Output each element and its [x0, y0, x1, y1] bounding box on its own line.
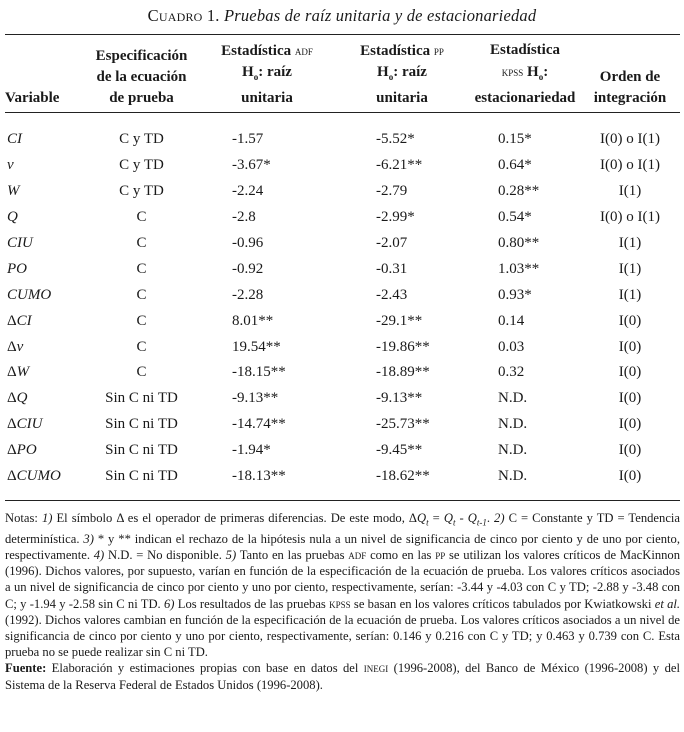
cell-adf: -3.67*	[232, 157, 271, 174]
cell-order: I(1)	[618, 286, 642, 303]
table-row	[5, 334, 680, 360]
cell-variable: ΔCI	[7, 312, 32, 329]
cell-pp: -6.21**	[376, 157, 423, 174]
table-row	[5, 179, 680, 205]
cell-variable: PO	[7, 260, 27, 277]
cell-kpss: 0.64*	[498, 157, 532, 174]
cell-variable: ΔPO	[7, 442, 37, 459]
cell-specification: C	[136, 286, 147, 303]
cell-kpss: N.D.	[498, 416, 528, 433]
table-row	[5, 308, 680, 334]
cell-pp: -29.1**	[376, 312, 423, 329]
cell-variable: v	[7, 157, 14, 174]
cell-order: I(0)	[618, 364, 642, 381]
cell-kpss: 0.28**	[498, 183, 540, 200]
cell-pp: -2.07	[376, 235, 408, 251]
cell-variable: CI	[7, 131, 22, 148]
cell-specification: C	[136, 235, 147, 251]
cell-order: I(0) o I(1)	[600, 131, 660, 148]
cell-adf: 8.01**	[232, 312, 274, 329]
cell-kpss: 0.14	[498, 312, 525, 329]
cell-order: I(1)	[618, 260, 642, 277]
cell-kpss: N.D.	[498, 442, 528, 459]
cell-pp: -5.52*	[376, 131, 415, 148]
cell-pp: -2.43	[376, 286, 408, 303]
table-row	[5, 386, 680, 412]
bottom-rule	[5, 500, 680, 501]
cell-specification: C	[136, 260, 147, 277]
cell-kpss: 1.03**	[498, 260, 540, 277]
table-row	[5, 282, 680, 308]
cell-order: I(0)	[618, 312, 642, 329]
header-variable: Variable	[5, 90, 60, 106]
table-row	[5, 256, 680, 282]
table-number: Cuadro 1.	[147, 6, 220, 25]
cell-kpss: 0.80**	[498, 235, 540, 251]
table-row	[5, 438, 680, 464]
cell-variable: ΔW	[7, 364, 30, 381]
cell-kpss: N.D.	[498, 468, 528, 485]
cell-adf: -2.28	[232, 286, 264, 303]
table-row	[5, 231, 680, 257]
cell-pp: -0.31	[376, 260, 408, 277]
cell-order: I(0)	[618, 416, 642, 433]
cell-kpss: 0.03	[498, 338, 525, 355]
cell-adf: -9.13**	[232, 390, 279, 407]
header-kpss: Estadística kpss $H_o$: estacionariedad	[474, 42, 576, 106]
table-row	[5, 153, 680, 179]
cell-order: I(0)	[618, 468, 642, 485]
top-rule	[5, 34, 680, 35]
cell-variable: ΔCUMO	[7, 468, 61, 485]
cell-specification: C	[136, 364, 147, 381]
cell-adf: -0.96	[232, 235, 264, 251]
cell-specification: C y TD	[119, 183, 164, 200]
cell-variable: W	[7, 183, 20, 200]
source-paragraph: Fuente: Elaboración y estimaciones propias con base en datos del inegi (1996-2008), del Banco de México (1996-2008) y del Sistema de la Reserva Federal de Estados Unidos (1996-2008).	[5, 660, 680, 692]
cell-pp: -2.99*	[376, 209, 415, 226]
cell-order: I(1)	[618, 235, 642, 251]
table-row	[5, 412, 680, 438]
cell-kpss: 0.15*	[498, 131, 532, 148]
cell-kpss: 0.93*	[498, 286, 532, 303]
cell-adf: -18.13**	[232, 468, 286, 485]
cell-order: I(0)	[618, 390, 642, 407]
cell-pp: -9.45**	[376, 442, 423, 459]
header-row	[5, 37, 680, 115]
cell-specification: C	[136, 338, 147, 355]
cell-pp: -2.79	[376, 183, 408, 200]
table-notes	[5, 510, 680, 693]
notes-paragraph: Notas: 1) El símbolo Δ es el operador de primeras diferencias. De este modo, $\Delta Q_t = Q_t - Q_{t-1}$. 2) C = Constante y TD = Tendencia determinística. 3) * y ** indican el rechazo de la hipótesis nula a un nivel de significancia de cinco por ciento y de uno por ciento, respectivamente. 4) N.D. = No disponible. 5) Tanto en las pruebas adf como en las pp se utilizan los valores críticos de MacKinnon (1996). Dichos valores, por supuesto, varían en función de la especificación de la ecuación de prueba. Los valores críticos asociados a un nivel de significancia de cinco por ciento y uno por ciento, respectivamente, serían: -3.44 y -4.03 con C y TD; -2.88 y -3.48 con C; y -1.94 y -2.58 sin C ni TD. 6) Los resultados de las pruebas kpss se basan en los valores críticos tabulados por Kwiatkowski et al. (1992). Dichos valores cambian en función de la especificación de la ecuación de prueba. Los valores críticos asociados a un nivel de significancia de cinco por ciento y uno por ciento, respectivamente, serían: 0.146 y 0.216 con C y TD; y 0.463 y 0.739 con C. Esta prueba no se puede realizar sin C ni TD.	[5, 511, 681, 660]
table-row	[5, 205, 680, 231]
cell-order: I(0) o I(1)	[600, 209, 660, 226]
cell-kpss: N.D.	[498, 390, 528, 407]
cell-specification: C	[136, 312, 147, 329]
cell-adf: -18.15**	[232, 364, 286, 381]
table-caption: Pruebas de raíz unitaria y de estacionariedad	[223, 6, 537, 25]
table-body	[5, 115, 680, 489]
cell-pp: -19.86**	[376, 338, 430, 355]
table-row	[5, 464, 680, 490]
cell-adf: -1.94*	[232, 442, 271, 459]
cell-adf: -14.74**	[232, 416, 286, 433]
cell-adf: -0.92	[232, 260, 264, 277]
cell-order: I(0)	[618, 338, 642, 355]
cell-variable: CUMO	[7, 286, 52, 303]
cell-adf: 19.54**	[232, 338, 281, 355]
cell-kpss: 0.54*	[498, 209, 532, 226]
cell-pp: -18.89**	[376, 364, 430, 381]
results-table	[5, 37, 680, 489]
cell-specification: Sin C ni TD	[105, 442, 178, 459]
cell-variable: Δv	[7, 338, 24, 355]
cell-adf: -1.57	[232, 131, 264, 148]
cell-specification: C y TD	[119, 157, 164, 174]
cell-kpss: 0.32	[498, 364, 525, 381]
cell-specification: C	[136, 209, 147, 226]
cell-adf: -2.24	[232, 183, 264, 200]
cell-variable: ΔCIU	[7, 416, 43, 433]
header-order: Orden de integración	[593, 69, 667, 106]
cell-pp: -25.73**	[376, 416, 430, 433]
cell-variable: ΔQ	[7, 390, 28, 407]
cell-order: I(1)	[618, 183, 642, 200]
header-specification: Especificación de la ecuación de prueba	[95, 48, 188, 106]
cell-pp: -18.62**	[376, 468, 430, 485]
header-pp: Estadística pp $H_o$: raíz unitaria	[360, 43, 444, 106]
table-title	[0, 6, 684, 26]
cell-specification: Sin C ni TD	[105, 390, 178, 407]
table-row	[5, 115, 680, 153]
cell-adf: -2.8	[232, 209, 256, 226]
cell-order: I(0) o I(1)	[600, 157, 660, 174]
cell-pp: -9.13**	[376, 390, 423, 407]
table-row	[5, 360, 680, 386]
header-adf: Estadística adf $H_o$: raíz unitaria	[221, 43, 313, 106]
cell-variable: CIU	[7, 235, 33, 251]
cell-specification: Sin C ni TD	[105, 468, 178, 485]
cell-specification: C y TD	[119, 131, 164, 148]
cell-variable: Q	[7, 209, 18, 226]
cell-order: I(0)	[618, 442, 642, 459]
cell-specification: Sin C ni TD	[105, 416, 178, 433]
